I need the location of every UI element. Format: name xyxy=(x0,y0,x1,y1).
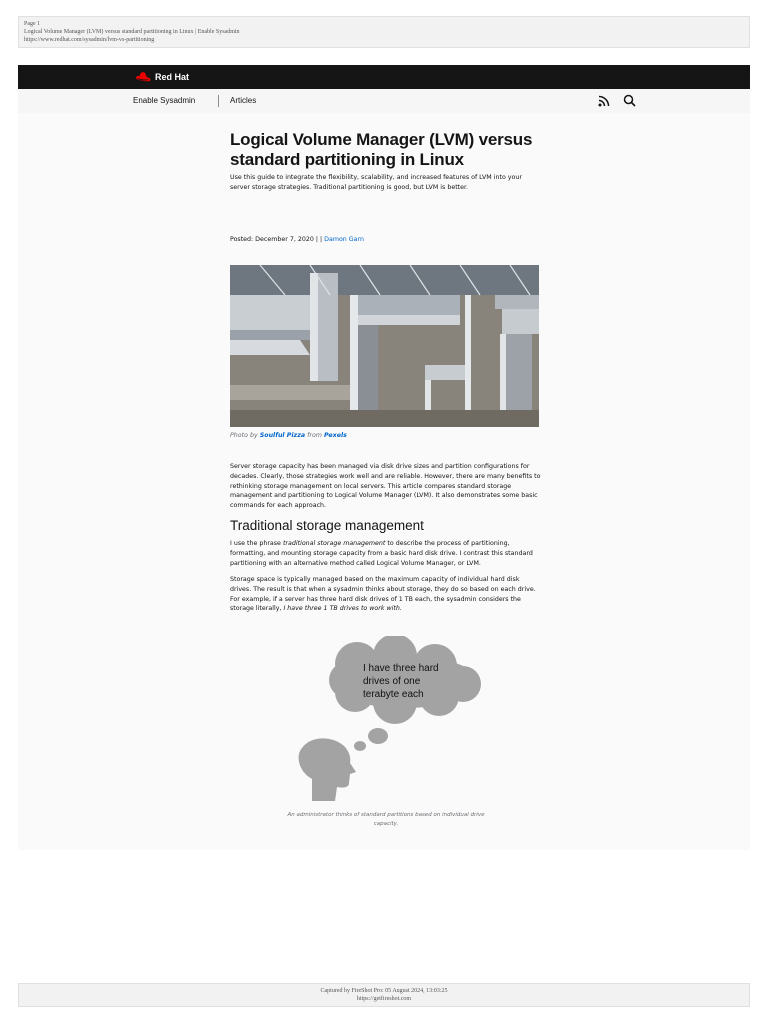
articles-link[interactable]: Articles xyxy=(230,96,257,105)
credit-mid: from xyxy=(305,432,324,439)
figure-line-2: drives of one xyxy=(363,676,421,687)
paragraph-2 xyxy=(230,575,542,614)
pdf-page-footer xyxy=(18,983,750,1007)
enable-sysadmin-link[interactable]: Enable Sysadmin xyxy=(133,96,196,105)
photo-credit xyxy=(230,432,347,439)
logo-text: Red Hat xyxy=(155,72,190,82)
thought-bubble-large xyxy=(368,728,388,744)
p2-start: Storage space is typically managed based on the maximum capacity of individual hard disk drives. The result is that when a sysadmin thinks about storage, they do so based on each drive. For example, if a server has three hard disk drives of 1 TB each, the sysadmin considers the storage literally, xyxy=(230,576,536,613)
credit-prefix: Photo by xyxy=(230,432,260,439)
hero-image xyxy=(230,265,539,427)
document-url: https://www.redhat.com/sysadmin/lvm-vs-partitioning xyxy=(24,37,155,43)
article-lede: Use this guide to integrate the flexibility, scalability, and increased features of LVM into your server storage strategies. Traditional partitioning is good, but LVM is better. xyxy=(230,174,522,191)
figure-caption: An administrator thinks of standard partitions based on individual drive capacity. xyxy=(287,812,485,827)
photographer-link[interactable]: Soulful Pizza xyxy=(259,432,306,439)
article-title: Logical Volume Manager (LVM) versus standard partitioning in Linux xyxy=(230,130,533,169)
p2-emphasis: I have three 1 TB drives to work with. xyxy=(283,605,402,613)
pdf-page-header xyxy=(18,16,750,48)
author-link[interactable]: Damon Garn xyxy=(324,236,365,243)
top-navigation-bar xyxy=(18,65,750,89)
pexels-link[interactable]: Pexels xyxy=(323,432,347,439)
paragraph-1 xyxy=(230,539,542,568)
rss-icon[interactable] xyxy=(598,95,610,107)
search-icon[interactable] xyxy=(623,94,636,107)
head-silhouette-icon xyxy=(299,738,356,801)
nav-divider xyxy=(218,95,219,107)
p1-start: I use the phrase xyxy=(230,540,283,547)
intro-paragraph: Server storage capacity has been managed via disk drive sizes and partition configurations for decades. Clearly, those strategies work well and are reliable. However, there are many benefits to rethinking storage management on local servers. This article compares standard storage management and partitioning to Logical Volume Manager (LVM). It also demonstrates some basic commands for each approach. xyxy=(230,463,541,510)
posted-date: Posted: December 7, 2020 | | xyxy=(230,236,325,243)
capture-info: Captured by FireShot Pro: 05 August 2024, 13:03:25 xyxy=(320,988,448,994)
red-hat-logo[interactable] xyxy=(134,70,189,84)
fireshot-url[interactable]: https://getfireshot.com xyxy=(356,996,412,1002)
figure-line-1: I have three hard xyxy=(363,663,439,674)
thought-cloud-figure xyxy=(295,636,485,806)
post-meta xyxy=(230,236,364,243)
sub-navigation-bar xyxy=(18,89,750,113)
section-heading: Traditional storage management xyxy=(230,518,424,533)
page-label: Page 1 xyxy=(24,21,41,27)
article xyxy=(230,130,541,613)
figure-line-3: terabyte each xyxy=(363,689,424,700)
red-hat-icon xyxy=(134,71,152,83)
p1-end: to describe the process of partitioning, formatting, and mounting storage capacity from a basic hard disk drive. I contrast this standard partitioning with an alternative method called Logical Volume Manager, or LVM. xyxy=(230,540,533,567)
document-title: Logical Volume Manager (LVM) versus standard partitioning in Linux | Enable Sysadmin xyxy=(24,29,240,35)
thought-bubble-small xyxy=(354,741,366,751)
p1-emphasis: traditional storage management xyxy=(282,540,386,547)
